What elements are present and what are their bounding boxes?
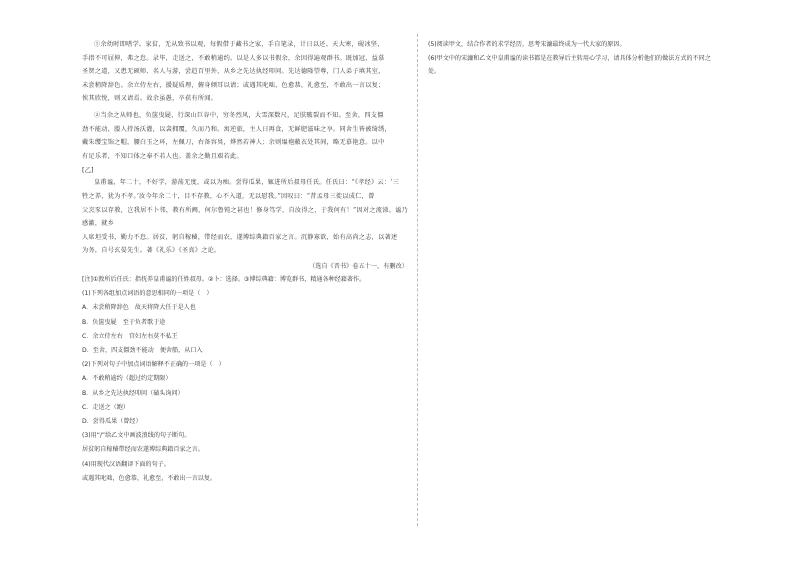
question-stem: (6)甲文中的宋濂和乙文中皇甫谧的读书都是在教导后主转用心学习，请具体分析他们的做法方式的不同之 — [428, 54, 711, 62]
question-stem: (2)下列对句子中加点词语解释不正确的一项是（ ） — [82, 361, 225, 369]
left-column — [82, 38, 408, 486]
annotation-note: [注]①敦所后任氏：指抚养皇甫谧的任姓叔母。②卜：选择。③博综典籍：博览群书，精通各种经籍著作。 — [82, 275, 366, 283]
answer-option: C．走送之（跑） — [82, 403, 129, 411]
passage-line: 人席坦受书，勤力不怠。居贫，躬自稼穑，带经而农，遂博综典籍百家之言。沉静寡欲，始有高尚之志，以著述 — [82, 233, 398, 241]
passage-line: 有足乐者，不知口体之奉不若人也。盖余之勤且艰若此。 — [82, 152, 243, 160]
passage-line: 劲不能动，媵人持汤沃灌，以衾拥覆，久而乃和。寓逆旅，主人日再食，无鲜肥滋味之享。同舍生皆被绮绣， — [82, 125, 391, 133]
answer-option: C．余立侍左右 宫妇左右莫不私王 — [82, 332, 178, 340]
answer-option: A．不敢稍逾约（超过约定期限） — [82, 375, 172, 383]
right-column — [428, 38, 768, 79]
question-stem: (4)用现代汉语翻译下面的句子。 — [82, 460, 170, 468]
answer-option: D．至舍，四支僵劲不能动 便舍船，从口入 — [82, 346, 203, 354]
question-stem: (3)用“/”给乙文中画波浪线的句子断句。 — [82, 432, 191, 440]
passage-line: 为务，自号玄晏先生。著《礼乐》《圣真》之论。 — [82, 247, 221, 255]
passage-line: 牲之养，犹为不孝。’汝今年余二十，目不存教，心不入道，无以慰我。”因叹曰：“昔孟母三徙以成仁，曾 — [82, 192, 375, 200]
passage-line: 戴朱缨宝饰之帽，腰白玉之环，左佩刀，右备容臭，烨然若神人；余则缊袍敝衣处其间，略无慕艳意。以中 — [82, 139, 385, 147]
answer-option: B．从乡之先达执经叩问（磕头询问） — [82, 389, 184, 397]
answer-option: A．未尝稍降辞色 故天将降大任于是人也 — [82, 304, 196, 312]
column-divider — [417, 34, 418, 526]
passage-line: 俟其欣悦，则又请焉。故余虽愚，卒获有所闻。 — [82, 95, 218, 103]
answer-option: D．尝得瓜果（曾经） — [82, 417, 142, 425]
passage-line: 父烹豕以存教，岂我居不卜邻，教有所阙，何尔鲁钝之甚也！修身笃学，自汝得之，于我何有！”因对之流涕。谧乃感激，就乡 — [82, 206, 408, 228]
question-stem-continued: 处。 — [428, 68, 441, 76]
passage-line: 皇甫谧，年二十，不好学，游荡无度，或以为痴。尝得瓜果，辄进所后叔母任氏。任氏曰：“《孝经》云：‘三 — [94, 179, 400, 187]
passage-b — [82, 176, 408, 258]
passage-line: 手指不可屈伸，弗之怠。录毕，走送之，不敢稍逾约。以是人多以书假余，余因得遍观群书。既加冠，益慕 — [82, 54, 385, 62]
question-stem: (5)阅读甲文，结合作者的求学经历，思考宋濂最终成为一代大家的原因。 — [428, 41, 626, 48]
questions-left — [82, 273, 408, 486]
passage-source: （选自《晋书》卷五十一，有删改） — [309, 262, 408, 270]
answer-option: B．负箧曳屣 至于负者歌于途 — [82, 318, 166, 326]
passage-b-heading: [乙] — [82, 166, 94, 175]
passage-a-para-2 — [82, 109, 408, 163]
passage-line: 未尝稍降辞色。余立侍左右，援疑质理，俯身倾耳以请；或遇其叱咄，色愈恭，礼愈至，不敢出一言以复； — [82, 81, 385, 89]
passage-a-para-1 — [82, 38, 408, 106]
question-stem: (1)下列各组加点词语的意思相同的一项是（ ） — [82, 290, 213, 298]
question-sentence: 或遇其叱咄，色愈恭，礼愈至，不敢出一言以复。 — [82, 474, 217, 482]
passage-line: ①余幼时即嗜学。家贫，无从致书以观，每假借于藏书之家，手自笔录，计日以还。天大寒，砚冰坚， — [94, 41, 384, 48]
passage-line: 圣贤之道，又患无硕师、名人与游，尝趋百里外，从乡之先达执经叩问。先达德隆望尊，门人弟子填其室， — [82, 68, 385, 76]
passage-line: ②当余之从师也，负箧曳屣，行深山巨谷中，穷冬烈风，大雪深数尺，足肤皲裂而不知。至舍，四支僵 — [94, 111, 384, 119]
question-sentence: 居贫躬自稼穑带经而农遂博综典籍百家之言。 — [82, 446, 204, 454]
